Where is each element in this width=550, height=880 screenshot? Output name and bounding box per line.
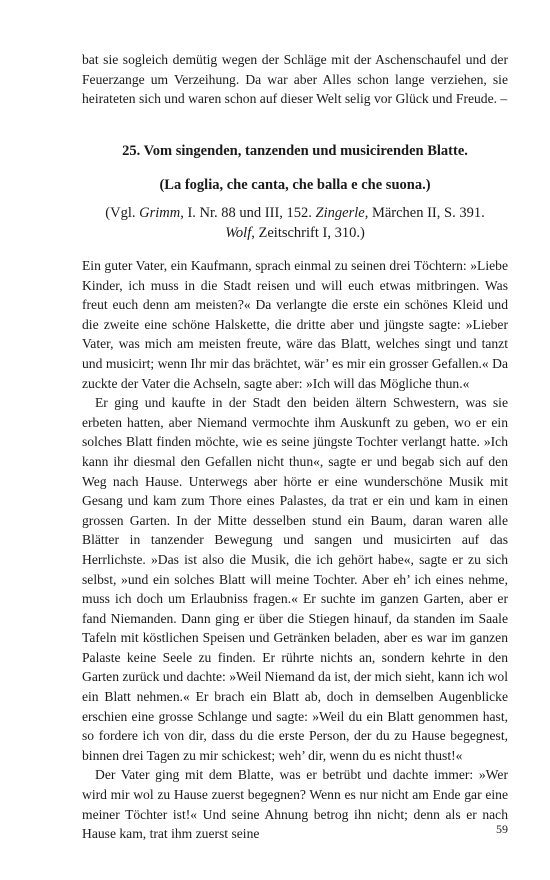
ref-wolf-detail: , Zeitschrift I, 310.)	[251, 224, 365, 241]
ref-grimm-detail: , I. Nr. 88 und III, 152.	[180, 205, 316, 221]
story-paragraph-1: Ein guter Vater, ein Kaufmann, sprach einmal zu seinen drei Töchtern: »Liebe Kinder, ich muss in die Stadt reisen und will euch etwas mitbringen. Was freut euch denn am meisten?« Da verlangte die erste ein schönes Kleid und die zweite eine schöne Halskette, die dritte aber und jüngste sagte: »Lieber Vater, was mich am meisten freute, wäre das Blatt, welches singt und tanzt und musicirt; wenn Ihr mir das brächtet, wär’ es mir ein grosser Gefallen.« Da zuckte der Vater die Achseln, sagte aber: »Ich will das Mögliche thun.«	[82, 258, 508, 391]
ref-wolf: Wolf	[225, 224, 252, 241]
story-paragraph-2: Er ging und kaufte in der Stadt den beiden ältern Schwestern, was sie erbeten hatten, aber Niemand vermochte ihm Auskunft zu geben, wo er ein solches Blatt finden möchte, wie es seine jüngste Tochter verlangt hatte. »Ich kann ihr diesmal den Gefallen nicht thun«, sagte er und begab sich auf den Weg nach Hause. Unterwegs aber hörte er eine wunderschöne Musik mit Gesang und kam zum Thore eines Palastes, da trat er ein und kam in einen grossen Garten. In der Mitte desselben stund ein Baum, daran waren alle Blätter in tanzender Bewegung und sangen und musicirten auf das Herrlichste. »Das ist also die Musik, die ich gehört habe«, sagte er zu sich selbst, »und ein solches Blatt will meine Tochter. Aber eh’ ich eines nehme, muss ich doch um Erlaubniss fragen.« Er suchte im ganzen Garten, aber er fand Niemanden. Dann ging er über die Stiegen hinauf, da standen im Saale Tafeln mit köstlichen Speisen und Getränken beladen, aber es war im ganzen Palaste keine Seele zu finden. Er rührte nichts an, sondern kehrte in den Garten zurück und dachte: »Weil Niemand da ist, der mich sieht, kann ich wol ein Blatt nehmen.« Er brach ein Blatt ab, doch in demselben Augenblicke erschien eine grosse Schlange und sagte: »Weil du ein Blatt genommen hast, so fordere ich von dir, dass du die erste Person, der du zu Hause begegnest, binnen drei Tagen zu mir schickest; weh’ dir, wenn du es nicht thust!«	[82, 395, 508, 763]
story-paragraph-3: Der Vater ging mit dem Blatte, was er betrübt und dachte immer: »Wer wird mir wol zu Hause zuerst begegnen? Wenn es nur nicht am Ende gar eine meiner Töchter ist!« Und seine Ahnung betrog ihn nicht; denn als er nach Hause kam, trat ihm zuerst seine	[82, 767, 508, 842]
chapter-references	[60, 204, 530, 243]
story-body	[82, 256, 508, 844]
ref-grimm: Grimm	[139, 205, 181, 221]
refs-open: (Vgl.	[105, 205, 140, 221]
ref-zingerle: Zingerle	[315, 205, 365, 221]
chapter-title: 25. Vom singenden, tanzenden und musicirenden Blatte.	[122, 143, 468, 159]
intro-block	[82, 50, 508, 109]
intro-paragraph: bat sie sogleich demütig wegen der Schläge mit der Aschenschaufel und der Feuerzange um Verzeihung. Da war aber Alles schon lange verziehen, sie heirateten sich und waren schon auf dieser Welt selig vor Glück und Freude. –	[82, 52, 508, 107]
page-number: 59	[496, 822, 508, 836]
chapter-subtitle: (La foglia, che canta, che balla e che suona.)	[159, 177, 431, 193]
ref-zingerle-detail: , Märchen II, S. 391.	[364, 205, 485, 221]
